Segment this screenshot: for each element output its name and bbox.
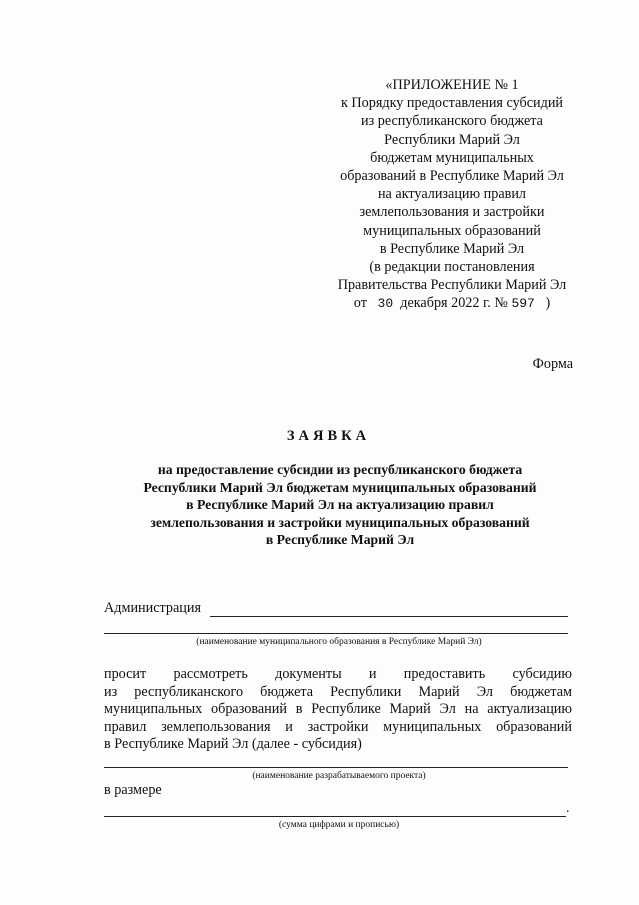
- date-day: 30: [377, 296, 394, 312]
- municipality-fill-line: [104, 633, 568, 634]
- annex-header: [322, 76, 582, 314]
- subtitle-line: Республики Марий Эл бюджетам муниципальных образований: [143, 479, 537, 495]
- amount-fill-line: [104, 816, 566, 817]
- project-fill-line: [104, 767, 568, 768]
- document-subtitle: [100, 461, 580, 549]
- document-title: ЗАЯВКА: [286, 428, 371, 444]
- request-line: муниципальных образований в Республике Марий Эл на актуализацию: [104, 701, 572, 718]
- amount-caption: (сумма цифрами и прописью): [278, 820, 400, 830]
- annex-line: образований в Республике Марий Эл: [340, 168, 564, 185]
- annex-line: в Республике Марий Эл: [379, 240, 525, 257]
- annex-line: к Порядку предоставления субсидий: [340, 95, 564, 112]
- annex-line: из республиканского бюджета: [361, 113, 543, 130]
- administration-label: Администрация: [104, 600, 201, 616]
- administration-fill-line: [210, 616, 568, 617]
- request-line: из республиканского бюджета Республики Марий Эл бюджетам: [104, 683, 572, 700]
- subtitle-line: в Республике Марий Эл на актуализацию правил: [186, 497, 494, 513]
- annex-line: (в редакции постановления: [369, 259, 535, 276]
- request-paragraph: [104, 666, 572, 754]
- request-line: в Республике Марий Эл (далее - субсидия): [104, 736, 362, 753]
- date-number: 597: [511, 296, 535, 312]
- annex-date-line: [322, 294, 582, 313]
- project-caption: (наименование разрабатываемого проекта): [252, 771, 426, 781]
- date-rest: декабря 2022 г. №: [400, 295, 508, 312]
- annex-line: бюджетам муниципальных: [370, 149, 534, 166]
- annex-line: Правительства Республики Марий Эл: [337, 277, 567, 294]
- annex-line: Республики Марий Эл: [384, 131, 520, 148]
- request-line: просит рассмотреть документы и предоставить субсидию: [104, 666, 572, 682]
- date-prefix: от: [353, 295, 367, 312]
- date-suffix: ): [545, 295, 551, 312]
- municipality-caption: (наименование муниципального образования в Республике Марий Эл): [196, 637, 482, 647]
- annex-line: муниципальных образований: [363, 222, 541, 239]
- annex-line: землепользования и застройки: [359, 204, 545, 221]
- amount-end-dot: .: [566, 801, 570, 816]
- amount-label: в размере: [104, 782, 162, 798]
- subtitle-line: в Республике Марий Эл: [265, 532, 415, 548]
- subtitle-line: землепользования и застройки муниципальных образований: [150, 514, 530, 530]
- form-label: Форма: [532, 356, 573, 372]
- request-line: правил землепользования и застройки муниципальных образований: [104, 718, 572, 735]
- annex-line: «ПРИЛОЖЕНИЕ № 1: [385, 77, 519, 93]
- subtitle-line: на предоставление субсидии из республиканского бюджета: [157, 462, 523, 477]
- annex-line: на актуализацию правил: [377, 186, 527, 203]
